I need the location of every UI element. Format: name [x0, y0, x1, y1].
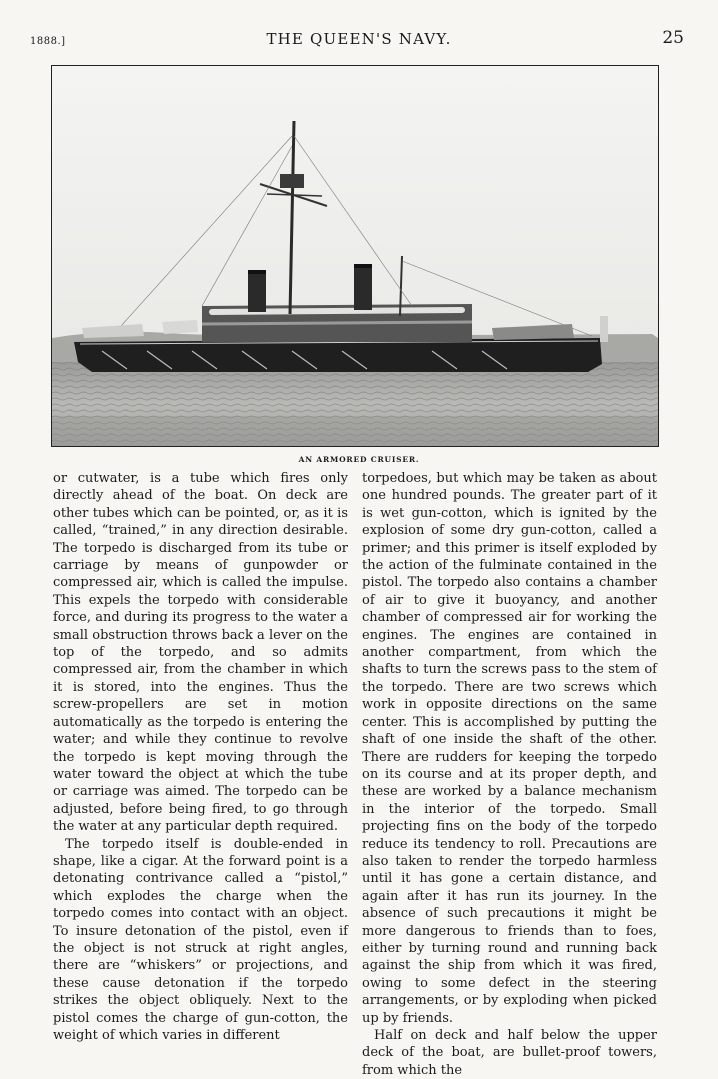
paragraph: The torpedo itself is double-ended in shape, like a cigar. At the forward point is a detonating contrivance called a “pistol,” which explodes the charge when the torpedo comes into contact with an object. To insure detonation of the pistol, even if the object is not struck at right angles, there are “whiskers” or projections, and these cause detonation if the torpedo strikes the object obliquely. Next to the pistol comes the charge of gun-cotton, the weight of which varies in different	[53, 836, 348, 1043]
funnel-fore	[248, 270, 266, 312]
paragraph: or cutwater, is a tube which fires only directly ahead of the boat. On deck are other tubes which can be pointed, or, as it is called, “trained,” in any direction desirable. The torpedo is discharged from its tube or carriage by means of gunpowder or compressed air, which is called the impulse. This expels the torpedo with considerable force, and during its progress to the water a small obstruction throws back a lever on the top of the torpedo, and so admits compressed air, from the chamber in which it is stored, into the engines. Thus the screw-propellers are set in motion automatically as the torpedo is entering the water; and while they continue to revolve the torpedo is kept moving through the water toward the object at which the tube or carriage was aimed. The torpedo can be adjusted, before being fired, to go through the water at any particular depth required.	[53, 471, 348, 835]
paragraph: Half on deck and half below the upper deck of the boat, are bullet-proof towers, from which the	[362, 1028, 657, 1078]
page-number: 25	[662, 28, 684, 48]
funnel-aft	[354, 264, 372, 310]
running-title: THE QUEEN'S NAVY.	[266, 30, 452, 48]
cruiser-illustration	[51, 65, 659, 447]
figure-caption: AN ARMORED CRUISER.	[298, 455, 420, 464]
header-year: 1888.]	[30, 36, 66, 47]
cruiser-engraving	[52, 66, 658, 446]
right-text-column	[362, 470, 657, 1079]
left-text-column	[53, 470, 348, 1044]
paragraph: torpedoes, but which may be taken as about one hundred pounds. The greater part of it is wet gun-cotton, which is ignited by the explosion of some dry gun-cotton, called a primer; and this primer is itself exploded by the action of the fulminate contained in the pistol. The torpedo also contains a chamber of air to give it buoyancy, and another chamber of compressed air for working the engines. The engines are contained in another compartment, from which the shafts to turn the screws pass to the stem of the torpedo. There are two screws which work in opposite directions on the same center. This is accomplished by putting the shaft of one inside the shaft of the other. There are rudders for keeping the torpedo on its course and at its proper depth, and these are worked by a balance mechanism in the interior of the torpedo. Small projecting fins on the body of the torpedo reduce its tendency to roll. Precautions are also taken to render the torpedo harmless until it has gone a certain distance, and again after it has run its journey. In the absence of such precautions it might be more dangerous to friends than to foes, either by turning round and running back against the ship from which it was fired, owing to some defect in the steering arrangements, or by exploding when picked up by friends.	[362, 471, 657, 1026]
